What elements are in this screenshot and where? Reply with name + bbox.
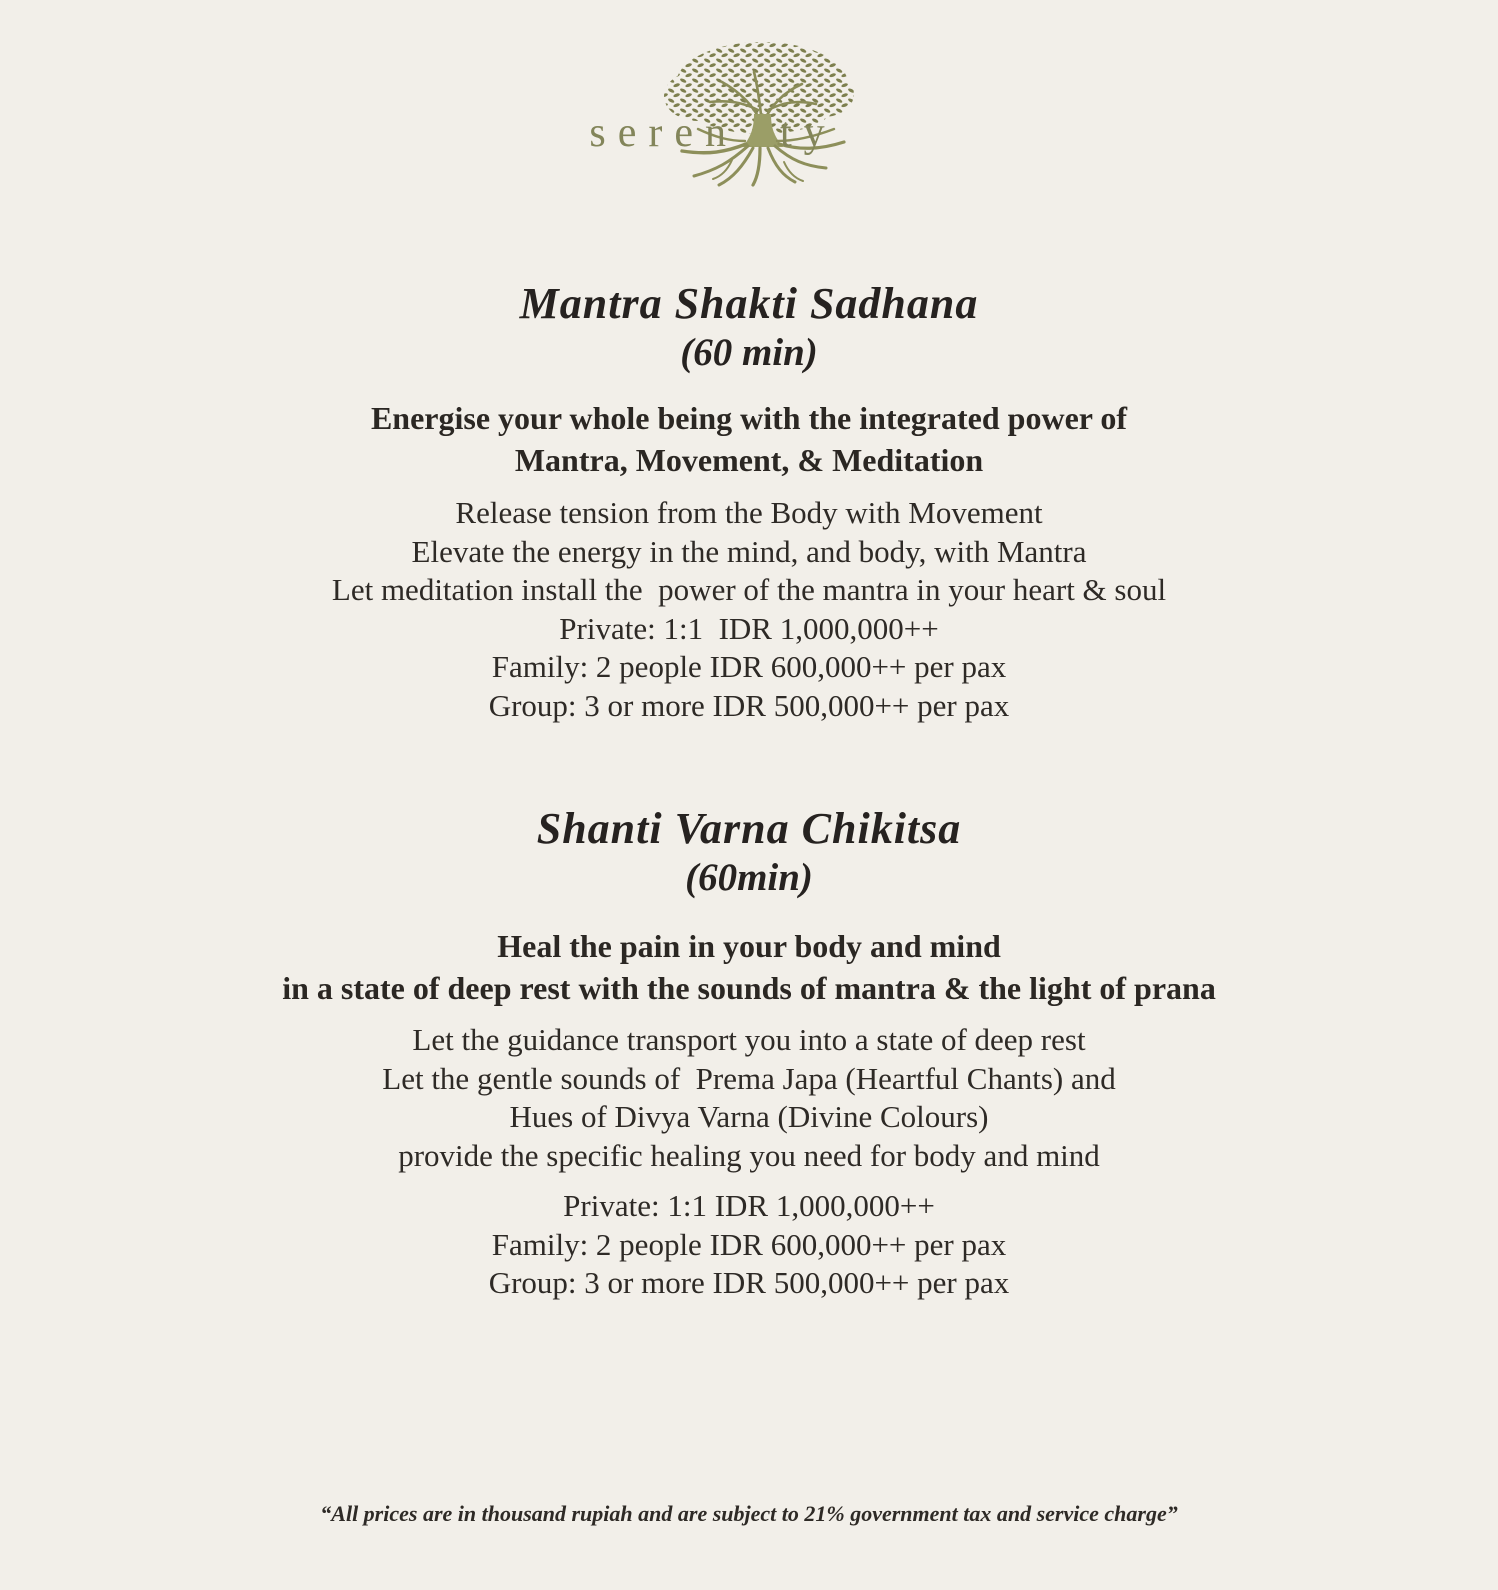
text-line: Family: 2 people IDR 600,000++ per pax [491, 1226, 1007, 1262]
text-line: Hues of Divya Varna (Divine Colours) [509, 1099, 989, 1134]
text-line: Energise your whole being with the integrated power of [370, 400, 1128, 436]
service-title: Mantra Shakti Sadhana [519, 279, 979, 328]
text-line: Elevate the energy in the mind, and body, with Mantra [411, 533, 1087, 569]
service-description [0, 1021, 1498, 1175]
service-section-mantra-shakti [0, 279, 1498, 725]
service-pricing [0, 610, 1498, 726]
service-pricing [0, 1187, 1498, 1303]
service-duration: (60min) [685, 856, 813, 899]
text-line: Let the gentle sounds of Prema Japa (Heartful Chants) and [382, 1060, 1116, 1096]
service-description [0, 494, 1498, 610]
text-line: in a state of deep rest with the sounds of mantra & the light of prana [282, 970, 1216, 1006]
service-tagline [0, 925, 1498, 1009]
footer [0, 1499, 1498, 1529]
text-line: Let the guidance transport you into a state of deep rest [412, 1022, 1086, 1057]
text-line: provide the specific healing you need for body and mind [398, 1137, 1100, 1173]
text-line: Mantra, Movement, & Meditation [514, 442, 984, 478]
brand-logo [503, 38, 923, 193]
text-line: Private: 1:1 IDR 1,000,000++ [563, 1188, 935, 1223]
text-line: Let meditation install the power of the mantra in your heart & soul [331, 572, 1167, 607]
text-line: Group: 3 or more IDR 500,000++ per pax [488, 687, 1010, 723]
service-section-shanti-varna [0, 804, 1498, 1303]
text-line: Heal the pain in your body and mind [497, 928, 1001, 964]
brand-text [503, 112, 923, 154]
text-line: Family: 2 people IDR 600,000++ per pax [491, 649, 1007, 684]
disclaimer-note: “All prices are in thousand rupiah and are subject to 21% government tax and service charge” [320, 1500, 1178, 1526]
text-line: Release tension from the Body with Movement [455, 495, 1043, 530]
text-line: Group: 3 or more IDR 500,000++ per pax [488, 1265, 1010, 1300]
service-tagline [0, 397, 1498, 481]
brand-text-right: ty [779, 110, 837, 156]
service-title: Shanti Varna Chikitsa [536, 804, 962, 853]
service-duration: (60 min) [680, 331, 818, 374]
brand-text-left: seren [589, 110, 738, 156]
text-line: Private: 1:1 IDR 1,000,000++ [559, 610, 939, 646]
